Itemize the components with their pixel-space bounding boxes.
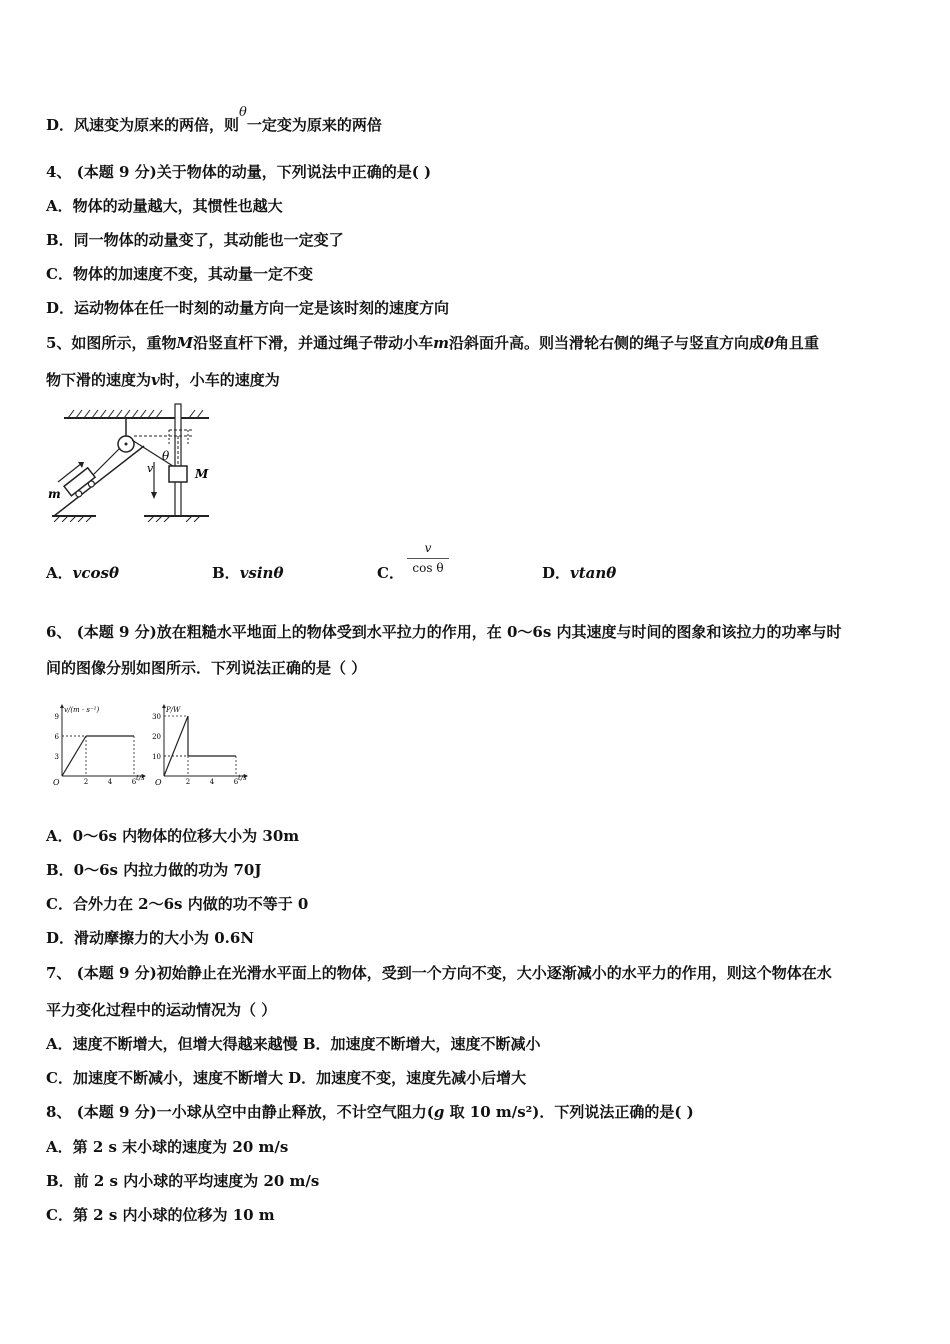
q5-option-d <box>542 563 616 583</box>
q5-option-a-label: A． <box>46 564 73 582</box>
q5-var-m: m <box>433 334 449 352</box>
q8-option-b: B．前 2 s 内小球的平均速度为 20 m/s <box>46 1172 320 1190</box>
q5-var-v: v <box>151 371 160 389</box>
q5-stem-line2 <box>46 370 280 390</box>
vt-series-segment <box>62 736 86 776</box>
q5-option-c-numerator: v <box>424 541 432 555</box>
block-M <box>169 466 187 482</box>
q4-stem: 4、 (本题 9 分)关于物体的动量，下列说法中正确的是( ) <box>46 163 432 181</box>
q8-var-g: g <box>433 1103 445 1121</box>
vt-xlabel: t/s <box>136 774 145 782</box>
q6-vt-chart <box>46 700 146 788</box>
pt-ytick-label: 30 <box>152 713 161 721</box>
pt-xlabel: t/s <box>238 774 247 782</box>
q8-option-c: C．第 2 s 内小球的位移为 10 m <box>46 1206 275 1224</box>
q7-stem-line2: 平力变化过程中的运动情况为（ ） <box>46 1001 277 1019</box>
q5-stem-line1 <box>46 333 819 353</box>
q5-stem-part: 沿竖直杆下滑，并通过绳子带动小车 <box>193 334 434 352</box>
q3-option-d <box>46 105 382 137</box>
velocity-arrow-icon <box>151 492 157 499</box>
pt-ytick-label: 20 <box>152 733 161 741</box>
vt-ylabel: v/(m · s⁻¹) <box>64 706 100 714</box>
q7-stem-line1: 7、 (本题 9 分)初始静止在光滑水平面上的物体，受到一个方向不变，大小逐渐减小的水平力的作用，则这个物体在水 <box>46 964 832 982</box>
q5-stem-part: 物下滑的速度为 <box>46 371 152 389</box>
q7-options-ab: A．速度不断增大，但增大得越来越慢 B．加速度不断增大，速度不断减小 <box>46 1035 541 1053</box>
q8-stem <box>46 1102 694 1122</box>
fig-label-M: M <box>195 467 209 481</box>
q4-option-d: D．运动物体在任一时刻的动量方向一定是该时刻的速度方向 <box>46 299 450 317</box>
q4-option-b: B．同一物体的动量变了，其动能也一定变了 <box>46 231 344 249</box>
q8-stem-part: 取 10 m/s²)．下列说法正确的是( ) <box>444 1103 694 1121</box>
fig-label-m: m <box>48 487 61 501</box>
vt-xtick-label: 6 <box>131 778 137 786</box>
q6-option-c: C．合外力在 2～6s 内做的功不等于 0 <box>46 895 309 913</box>
pt-xtick-label: 2 <box>185 778 191 786</box>
q7-options-cd: C．加速度不断减小，速度不断增大 D．加速度不变，速度先减小后增大 <box>46 1069 527 1087</box>
q6-option-b: B．0～6s 内拉力做的功为 70J <box>46 861 262 879</box>
pt-xtick-label: 6 <box>233 778 239 786</box>
q6-stem-line1: 6、 (本题 9 分)放在粗糙水平地面上的物体受到水平拉力的作用，在 0～6s 内其速度与时间的图象和该拉力的功率与时 <box>46 623 842 641</box>
q5-stem-part: 5、如图所示，重物 <box>46 334 177 352</box>
fig-label-v: v <box>147 462 154 475</box>
q6-option-a: A．0～6s 内物体的位移大小为 30m <box>46 827 300 845</box>
q5-option-b-value: vsinθ <box>239 564 284 582</box>
vt-xtick-label: 4 <box>107 778 113 786</box>
pt-xtick-label: 4 <box>209 778 215 786</box>
q5-option-a-value: vcosθ <box>72 564 119 582</box>
q5-option-a <box>46 563 119 583</box>
q6-option-d: D．滑动摩擦力的大小为 0.6N <box>46 929 255 947</box>
q5-option-d-label: D． <box>542 564 571 582</box>
q8-stem-part: 8、 (本题 9 分)一小球从空中由静止释放，不计空气阻力( <box>46 1103 434 1121</box>
vt-ytick-label: 3 <box>54 753 59 761</box>
q5-stem-part: 角且重 <box>773 334 819 352</box>
q5-var-M: M <box>176 334 194 352</box>
vt-ytick-label: 9 <box>54 713 59 721</box>
q8-option-a: A．第 2 s 末小球的速度为 20 m/s <box>46 1138 289 1156</box>
vt-origin: O <box>53 778 60 787</box>
q4-option-c: C．物体的加速度不变，其动量一定不变 <box>46 265 313 283</box>
q3-option-d-text-1: D．风速变为原来的两倍，则 <box>46 116 240 134</box>
q5-stem-part: 时，小车的速度为 <box>159 371 280 389</box>
q5-var-theta: θ <box>763 334 774 352</box>
pt-ytick-label: 10 <box>152 753 161 761</box>
q5-option-c-fraction <box>405 540 451 577</box>
vt-ytick-label: 6 <box>54 733 59 741</box>
q3-theta-symbol: θ <box>239 105 247 120</box>
pt-ylabel: P/W <box>166 706 181 714</box>
q5-pulley-figure <box>44 400 214 522</box>
pt-origin: O <box>155 778 162 787</box>
q5-option-d-value: vtanθ <box>570 564 617 582</box>
q4-option-a: A．物体的动量越大，其惯性也越大 <box>46 197 283 215</box>
q5-option-c-label: C． <box>377 564 404 582</box>
q5-option-b <box>212 563 283 583</box>
vt-xtick-label: 2 <box>83 778 89 786</box>
pt-series-segment <box>164 716 188 776</box>
q6-stem-line2: 间的图像分别如图所示．下列说法正确的是（ ） <box>46 659 367 677</box>
q6-pt-chart <box>148 700 248 788</box>
q3-option-d-text-2: 一定变为原来的两倍 <box>246 116 382 134</box>
q5-option-c-denominator: cos θ <box>412 561 444 575</box>
q5-stem-part: 沿斜面升高。则当滑轮右侧的绳子与竖直方向成 <box>448 334 764 352</box>
fig-label-theta: θ <box>162 449 170 463</box>
q5-option-b-label: B． <box>212 564 240 582</box>
